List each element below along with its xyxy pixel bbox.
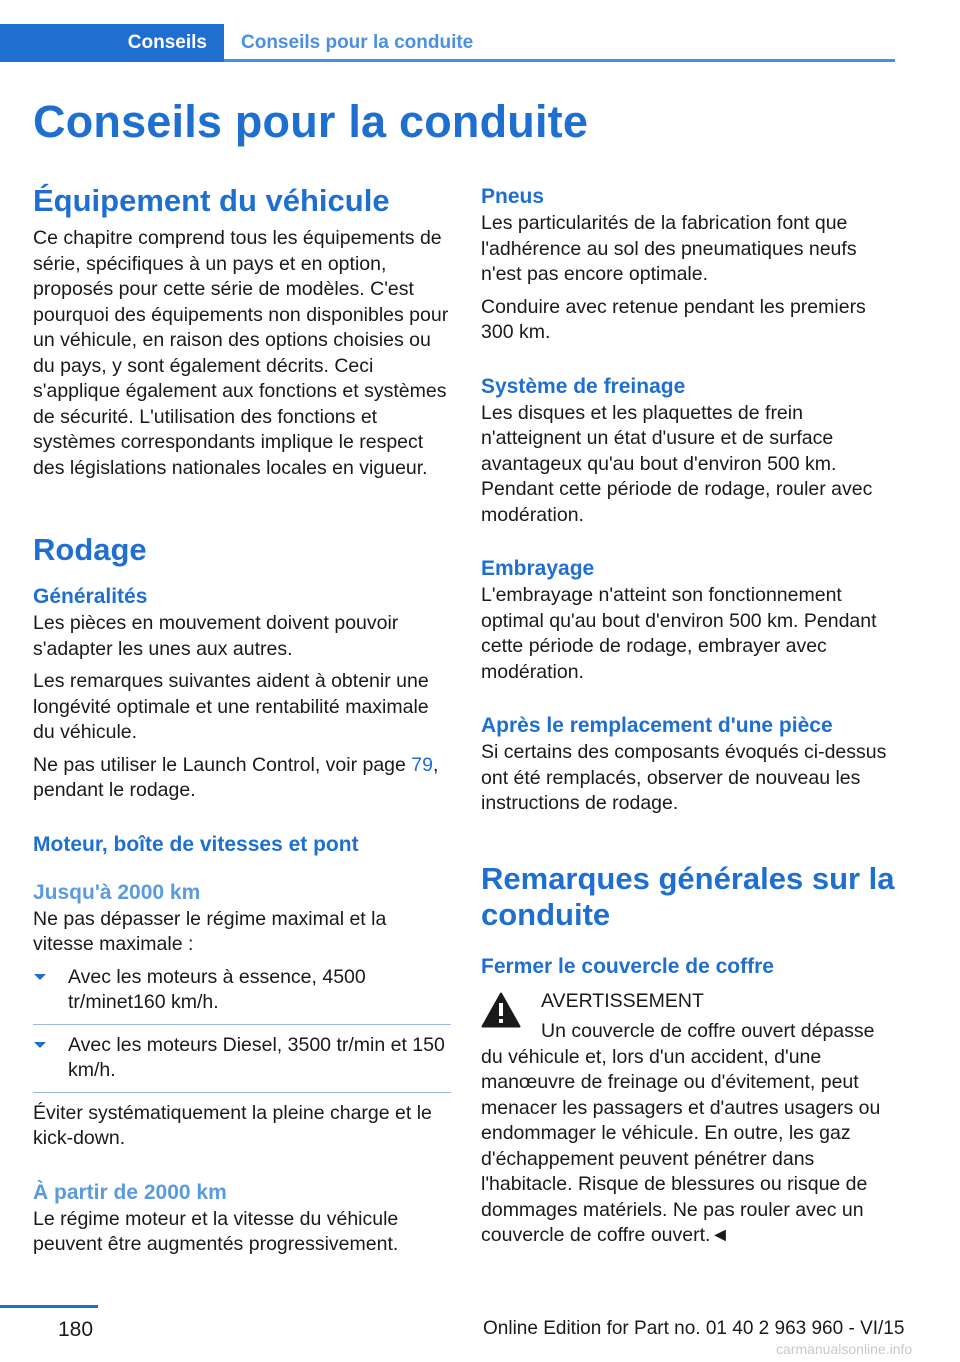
page-header bbox=[0, 24, 895, 62]
list-item bbox=[33, 1033, 451, 1093]
page-link-79[interactable]: 79 bbox=[411, 753, 433, 776]
freinage-text: Les disques et les plaquettes de frein n'atteignent un état d'usure et de surface avantageux qu'au bout d'environ 500 km. Pendant cette période de rodage, rouler avec modération. bbox=[481, 401, 873, 526]
warning-text-rest: du véhicule et, lors d'un accident, d'une manœuvre de freinage ou d'évitement, peut menacer les passagers et d'autres usagers ou endommager le véhicule. En outre, les gaz d'échappement peuvent pénétrer dans l'habitacle. Risque de blessures ou risque de dommages matériels. Ne pas rouler avec un couvercle de coffre ouvert.◄ bbox=[481, 1045, 881, 1246]
subheading-couvercle: Fermer le couvercle de coffre bbox=[481, 954, 774, 978]
subheading-freinage: Système de freinage bbox=[481, 374, 686, 398]
right-column bbox=[481, 183, 899, 1249]
equipement-text: Ce chapitre comprend tous les équipements de série, spécifiques à un pays et en option, proposés pour cette série de modèles. C'est pourquoi des équipements non disponibles pour un véhicule, en raison des options choisies ou du pays, y sont également décrits. Ceci s'applique également aux fonctions et systèmes de sécurité. L'utilisation des fonctions et systèmes correspondants implique le respect des législations nationales locales en vigueur. bbox=[33, 227, 449, 479]
section-heading-remarques: Remarques générales sur la conduite bbox=[481, 860, 895, 932]
warning-text-first: Un couvercle de coffre ouvert dépasse bbox=[541, 1020, 875, 1042]
rodage-paragraph-1: Les pièces en mouvement doivent pouvoir s'adapter les unes aux autres. bbox=[33, 612, 399, 660]
pneus-paragraph-1: Les particularités de la fabrication font que l'adhérence au sol des pneumatiques neufs n'est pas encore optimale. bbox=[481, 212, 857, 285]
triangle-bullet-icon bbox=[34, 1042, 46, 1048]
rodage-paragraph-2: Les remarques suivantes aident à obtenir une longévité optimale et une rentabilité maximale du véhicule. bbox=[33, 670, 429, 743]
speed-limit-list bbox=[33, 965, 451, 1093]
subheading-apartir-2000: À partir de 2000 km bbox=[33, 1180, 227, 1204]
bullet-text-essence: Avec les moteurs à essence, 4500 tr/minet160 km/h. bbox=[68, 965, 366, 1013]
eviter-text: Éviter systématiquement la pleine charge et le kick-down. bbox=[33, 1101, 432, 1149]
chapter-tab-label: Conseils bbox=[127, 32, 207, 53]
warning-title: AVERTISSEMENT bbox=[541, 989, 704, 1012]
triangle-bullet-icon bbox=[34, 974, 46, 980]
breadcrumb[interactable]: Conseils pour la conduite bbox=[241, 32, 474, 53]
chapter-tab[interactable] bbox=[0, 24, 224, 62]
subheading-remplacement: Après le remplacement d'une pièce bbox=[481, 714, 833, 737]
section-heading-rodage: Rodage bbox=[33, 532, 147, 567]
subheading-moteur: Moteur, boîte de vitesses et pont bbox=[33, 832, 359, 856]
pneus-paragraph-2: Conduire avec retenue pendant les premiers 300 km. bbox=[481, 295, 866, 343]
jusqua-text: Ne pas dépasser le régime maximal et la vitesse maximale : bbox=[33, 907, 387, 955]
bullet-text-diesel: Avec les moteurs Diesel, 3500 tr/min et 150 km/h. bbox=[68, 1033, 445, 1081]
list-item bbox=[33, 965, 451, 1025]
footer-divider bbox=[0, 1305, 98, 1308]
remplacement-text: Si certains des composants évoqués ci-dessus ont été remplacés, observer de nouveau les instructions de rodage. bbox=[481, 741, 887, 814]
section-heading-equipement: Équipement du véhicule bbox=[33, 183, 390, 218]
subheading-pneus: Pneus bbox=[481, 185, 545, 208]
header-divider bbox=[224, 59, 895, 62]
rodage-paragraph-3 bbox=[33, 753, 451, 804]
page-number: 180 bbox=[58, 1318, 94, 1341]
edition-info: Online Edition for Part no. 01 40 2 963 960 - VI/15 bbox=[483, 1318, 905, 1339]
rodage-p3-before: Ne pas utiliser le Launch Control, voir page bbox=[33, 753, 412, 776]
subheading-generalites: Généralités bbox=[33, 585, 148, 608]
warning-box bbox=[481, 989, 899, 1249]
site-watermark: carmanualsonline.info bbox=[776, 1341, 913, 1357]
apartir-text: Le régime moteur et la vitesse du véhicule peuvent être augmentés progressivement. bbox=[33, 1207, 399, 1255]
embrayage-text: L'embrayage n'atteint son fonctionnement optimal qu'au bout d'environ 500 km. Pendant cette période de rodage, embrayer avec modération. bbox=[481, 584, 877, 683]
rodage-p3-after: , pendant le rodage. bbox=[33, 753, 439, 801]
warning-triangle-icon bbox=[481, 992, 521, 1028]
subheading-jusqua-2000: Jusqu'à 2000 km bbox=[33, 880, 201, 904]
page-title: Conseils pour la conduite bbox=[33, 96, 589, 147]
left-column bbox=[33, 183, 451, 1258]
subheading-embrayage: Embrayage bbox=[481, 557, 595, 580]
